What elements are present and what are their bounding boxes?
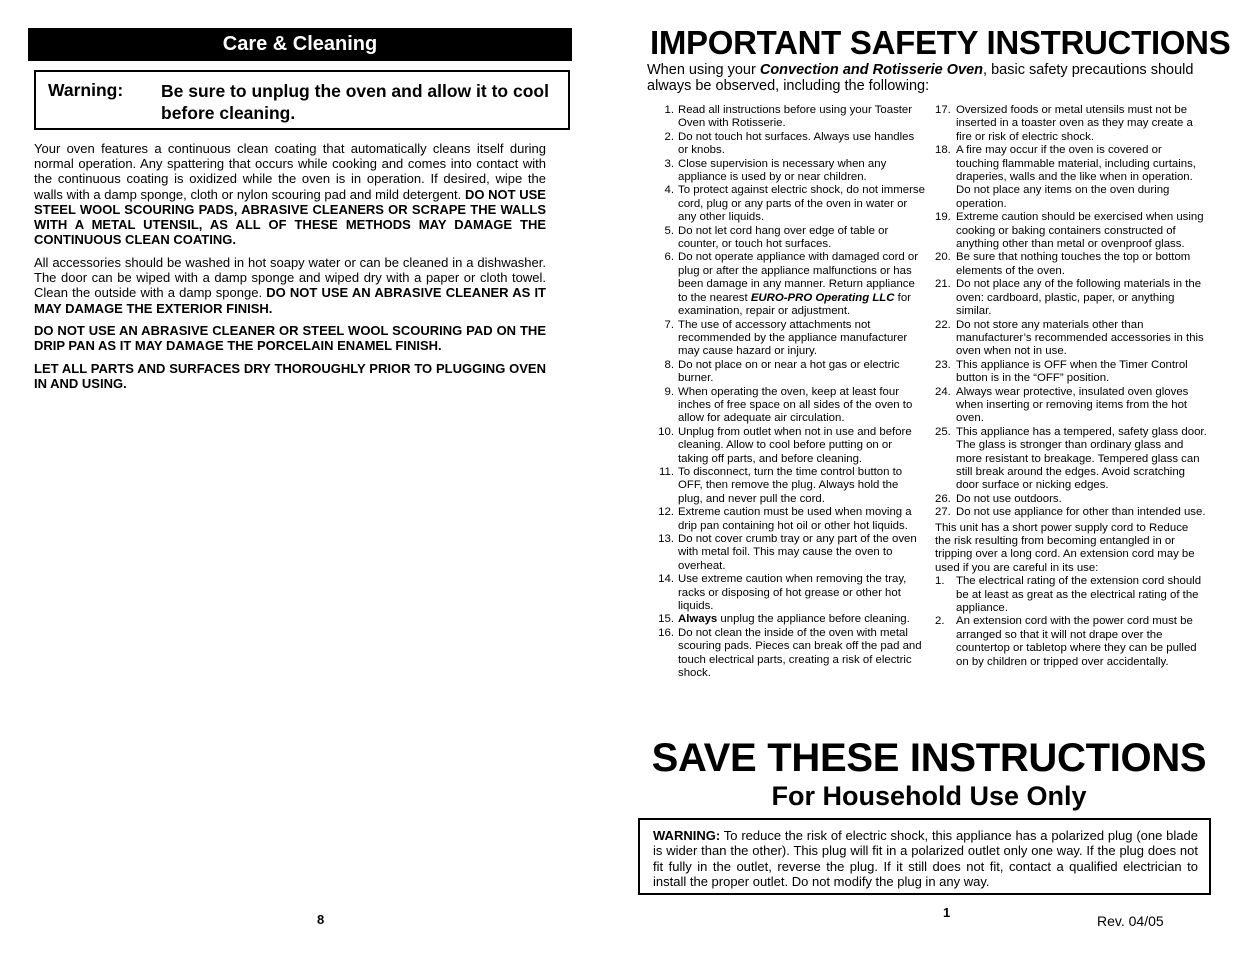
extension-cord-item [935,615,1207,669]
unplug-warning-box [34,70,570,130]
instruction-body: Oversized foods or metal utensils must not be inserted in a toaster oven as they may create a fire or risk of electric shock. [956,104,1193,143]
extension-cord-item-text: The electrical rating of the extension cord should be at least as great as the electrical rating of the appliance. [956,575,1202,615]
care-paragraph-2-caution: DO NOT USE AN ABRASIVE CLEANER AS IT MAY DAMAGE THE EXTERIOR FINISH. [34,285,546,316]
instruction-number: 7. [664,318,674,331]
extension-cord-item-number: 1. [935,575,945,588]
instruction-item [650,225,925,252]
instruction-number: 6. [664,251,674,264]
instruction-item [650,613,925,626]
instruction-text [956,211,1204,250]
instruction-item [650,573,925,613]
instruction-body: Do not place any of the following materials in the oven: cardboard, plastic, paper, or anything similar. [956,278,1202,318]
instruction-text [956,426,1207,492]
instruction-text [678,104,912,129]
section-header-care-cleaning: Care & Cleaning [28,28,572,61]
care-paragraph-1-text: Your oven features a continuous clean coating that automatically cleans itself during normal operation. Any spattering that occurs while cooking and comes into contact with the continuous coating is oxidized while the oven is in operation. If desired, wipe the walls with a damp sponge, cloth or nylon scouring pad and mild detergent. [34,141,546,202]
instruction-item [650,131,925,158]
instruction-number: 3. [664,157,674,170]
instruction-text [678,627,922,679]
instruction-body: When operating the oven, keep at least four inches of free space on all sides of the oven to allow for adequate air circulation. [678,385,913,425]
product-name: Convection and Rotisserie Oven [759,62,984,78]
instruction-text [956,104,1193,143]
instruction-text [678,225,888,250]
instruction-item [650,184,925,224]
page-title: IMPORTANT SAFETY INSTRUCTIONS [650,24,1231,61]
instruction-text [678,506,912,531]
instruction-number: 12. [658,506,674,519]
instruction-number: 2. [664,130,674,143]
instruction-text [678,131,914,156]
instruction-number: 10. [658,425,674,438]
instruction-item [650,359,925,386]
instruction-item [935,211,1207,251]
instruction-emphasis: Always [678,613,718,626]
extension-cord-item-text: An extension cord with the power cord must be arranged so that it will not drape over the countertop or tabletop where they can be pulled on by children or tripped over accidentally. [956,615,1197,668]
warning-label: WARNING: [653,828,721,843]
instruction-body: Do not let cord hang over edge of table or counter, or touch hot surfaces. [678,224,889,251]
instruction-number: 9. [664,385,674,398]
instruction-text [956,493,1062,505]
instruction-number: 22. [935,318,951,331]
page-number-left: 8 [317,912,325,927]
instruction-body: Do not use outdoors. [956,492,1062,505]
instruction-body: Do not operate appliance with damaged cord or plug or after the appliance malfunctions or has been damage in any manner. Return appliance to the nearest [678,251,918,304]
instruction-item [650,104,925,131]
drip-pan-caution: DO NOT USE AN ABRASIVE CLEANER OR STEEL WOOL SCOURING PAD ON THE DRIP PAN AS IT MAY DAMAGE THE PORCELAIN ENAMEL FINISH. [34,323,546,354]
instruction-item [935,386,1207,426]
instruction-item [650,386,925,426]
instruction-body: Unplug from outlet when not in use and before cleaning. Allow to cool before putting on or taking off parts, and before cleaning. [678,425,912,465]
instruction-number: 23. [935,358,951,371]
instruction-body: Always wear protective, insulated oven gloves when inserting or removing items from the hot oven. [956,385,1189,425]
instruction-item [650,466,925,506]
instruction-body: To disconnect, turn the time control button to OFF, then remove the plug. Always hold the plug, and never pull the cord. [678,465,903,505]
instruction-item [650,506,925,533]
instruction-text [678,319,907,358]
instruction-text [956,144,1196,210]
instruction-text [678,251,918,317]
intro-tail: , basic safety precautions should always be observed, including the following: [647,62,1194,95]
instruction-text [956,278,1201,317]
instruction-number: 26. [935,492,951,505]
page-number-right: 1 [943,905,951,920]
instruction-item [935,426,1207,493]
instruction-item [935,104,1207,144]
extension-cord-paragraph: This unit has a short power supply cord to Reduce the risk resulting from becoming entangled in or tripping over a long cord. An extension cord may be used if you are careful in its use: [935,521,1195,574]
intro-lead: When using your [647,62,760,78]
instruction-number: 1. [664,104,674,116]
warning-label: Warning: [48,80,124,100]
instruction-body: Do not use appliance for other than intended use. [956,506,1206,519]
instruction-body: Do not store any materials other than manufacturer’s recommended accessories in this oven when not in use. [956,318,1204,358]
revision-label: Rev. 04/05 [1097,913,1164,929]
instructions-column-1 [650,104,925,680]
instruction-body: This appliance has a tempered, safety glass door. The glass is stronger than ordinary glass and more resistant to breakage. Tempered glass can still break around the edges. Avoid scratching door surface or nicking edges. [956,425,1207,492]
instruction-item [650,251,925,318]
instruction-number: 21. [935,278,951,291]
household-use-subtitle: For Household Use Only [771,781,1087,811]
save-title: SAVE THESE INSTRUCTIONS [651,736,1207,780]
instruction-text [678,359,900,384]
extension-cord-item-number: 2. [935,615,945,628]
instruction-item [935,493,1207,506]
instruction-body-tail: for examination, repair or adjustment. [678,291,911,318]
intro-text [647,62,1207,94]
instruction-number: 8. [664,358,674,371]
instruction-text [678,533,917,572]
instruction-text [956,506,1206,518]
polarized-plug-warning [653,828,1198,889]
instruction-text [678,426,912,465]
instruction-body: Do not touch hot surfaces. Always use handles or knobs. [678,130,915,157]
instruction-number: 20. [935,251,951,264]
instruction-item [935,359,1207,386]
instruction-number: 11. [659,465,674,478]
instruction-text [678,466,902,505]
instructions-column-2 [935,104,1207,669]
instruction-number: 14. [658,573,674,586]
instruction-item [935,251,1207,278]
instruction-number: 24. [935,385,951,398]
instruction-number: 13. [658,533,674,545]
instruction-item [650,533,925,573]
instruction-body: Do not cover crumb tray or any part of the oven with metal foil. This may cause the oven to overheat. [678,533,917,572]
care-paragraph-2 [34,255,546,316]
instruction-body: This appliance is OFF when the Timer Control button is in the “OFF” position. [956,358,1188,385]
care-paragraph-1-caution: DO NOT USE STEEL WOOL SCOURING PADS, ABRASIVE CLEANERS OR SCRAPE THE WALLS WITH A METAL UTENSIL, AS ALL OF THESE METHODS MAY DAMAGE THE CONTINUOUS CLEAN COATING. [34,186,546,248]
instruction-body: unplug the appliance before cleaning. [717,613,910,626]
polarized-plug-warning-box [638,818,1211,895]
company-name: EURO-PRO Operating LLC [750,291,895,304]
instruction-text [678,184,925,223]
instruction-body: Do not clean the inside of the oven with metal scouring pads. Pieces can break off the pad and touch electrical parts, creating a risk of electric shock. [678,626,922,680]
instruction-text [678,386,912,425]
warning-text: To reduce the risk of electric shock, this appliance has a polarized plug (one blade is wider than the other). This plug will fit in a polarized outlet only one way. If the plug does not fit fully in the outlet, reverse the plug. If it still does not fit, contact a qualified electrician to install the proper outlet. Do not modify the plug in any way. [653,828,1198,889]
instruction-body: Extreme caution must be used when moving a drip pan containing hot oil or other hot liquids. [678,506,912,532]
instruction-item [650,426,925,466]
instruction-number: 17. [935,104,951,116]
instruction-number: 18. [935,144,951,157]
instruction-text [956,319,1204,358]
instruction-text [678,613,910,625]
instruction-number: 4. [664,184,674,197]
instruction-body: Use extreme caution when removing the tray, racks or disposing of hot grease or other hot liquids. [678,573,907,613]
instruction-body: Extreme caution should be exercised when using cooking or baking containers constructed of anything other than metal or ovenproof glass. [956,211,1204,251]
instruction-number: 15. [658,613,674,626]
instruction-number: 5. [664,224,674,237]
instruction-item [935,506,1207,519]
instruction-text [956,359,1188,384]
instruction-item [650,627,925,681]
instruction-text [956,386,1188,425]
instruction-body: Close supervision is necessary when any appliance is used by or near children. [678,157,887,184]
warning-text: Be sure to unplug the oven and allow it to cool before cleaning. [161,81,549,123]
extension-cord-item [935,575,1207,615]
care-paragraph-2-text: All accessories should be washed in hot soapy water or can be cleaned in a dishwasher. The door can be wiped with a damp sponge and wiped dry with a paper or cloth towel. Clean the outside with a damp sponge. [34,255,546,301]
instruction-item [650,319,925,359]
dry-parts-caution: LET ALL PARTS AND SURFACES DRY THOROUGHLY PRIOR TO PLUGGING OVEN IN AND USING. [34,361,546,392]
instruction-body: The use of accessory attachments not recommended by the appliance manufacturer may cause hazard or injury. [678,318,908,358]
instruction-text [678,158,886,183]
instruction-body: To protect against electric shock, do not immerse cord, plug or any parts of the oven in water or any other liquids. [678,184,925,224]
instruction-number: 27. [935,506,951,519]
instruction-text [678,573,906,612]
care-paragraph-1 [34,141,546,247]
instruction-item [650,158,925,185]
instruction-item [935,319,1207,359]
instruction-number: 16. [658,626,674,639]
instruction-body: Read all instructions before using your Toaster Oven with Rotisserie. [678,104,913,130]
instruction-item [935,278,1207,318]
instruction-body: Be sure that nothing touches the top or bottom elements of the oven. [956,251,1191,277]
instruction-number: 19. [935,211,951,224]
instruction-number: 25. [935,425,951,438]
instruction-body: Do not place on or near a hot gas or electric burner. [678,358,900,385]
instruction-item [935,144,1207,211]
instruction-body: A fire may occur if the oven is covered or touching flammable material, including curtains, draperies, walls and the like when in operation. Do not place any items on the oven during operation. [956,144,1196,210]
save-instructions-banner [640,735,1218,811]
instruction-text [956,251,1190,276]
